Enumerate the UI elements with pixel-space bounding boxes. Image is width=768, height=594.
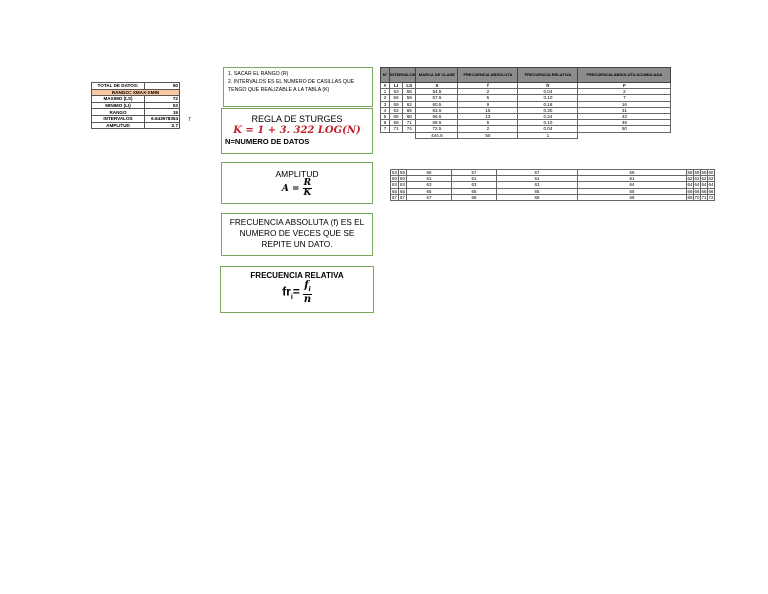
amplitud-denominator: K [303, 188, 312, 198]
freq-rel-numerator [303, 281, 312, 295]
summary-value: 19 [145, 109, 180, 116]
data-cell: 64 [701, 182, 707, 188]
summary-row [92, 96, 180, 103]
data-cell: 69 [578, 194, 687, 200]
table-cell: 0.04 [518, 89, 578, 95]
total-cell [381, 132, 390, 138]
table-cell: 68 [403, 113, 416, 119]
table-cell: 5 [458, 95, 518, 101]
total-cell: 50 [458, 132, 518, 138]
data-cell: 57 [452, 170, 497, 176]
freq-rel-eq: = [292, 284, 300, 299]
data-cell: 64 [694, 182, 700, 188]
subheader-cell: # [381, 83, 390, 89]
totals-row [381, 132, 671, 138]
col-header-freq-abs: FRECUENCIA ABSOLUTA [458, 68, 518, 83]
data-cell: 71 [701, 194, 707, 200]
data-cell: 66 [687, 188, 693, 194]
freq-rel-title: FRECUENCIA RELATIVA [250, 271, 344, 280]
col-header-intervalos: INTERVALOS [390, 68, 416, 83]
total-cell [403, 132, 416, 138]
data-cell: 62 [701, 176, 707, 182]
freq-rel-box [220, 266, 374, 313]
table-cell: 0.04 [518, 126, 578, 132]
amplitud-title: AMPLITUD [275, 169, 319, 179]
data-cell: 65 [392, 188, 397, 194]
data-cell: 63 [407, 182, 452, 188]
data-cell: 65 [452, 188, 497, 194]
freq-abs-text: FRECUENCIA ABSOLUTA (f) ES EL NUMERO DE VECES QUE SE REPITE UN DATO. [229, 217, 365, 249]
data-cell: 67 [392, 194, 397, 200]
table-cell: 0.10 [518, 120, 578, 126]
amplitud-fraction [303, 179, 312, 198]
table-cell: 7 [381, 126, 390, 132]
subheader-cell: LI [390, 83, 403, 89]
data-cell: 72 [708, 194, 714, 200]
table-cell: 4 [381, 107, 390, 113]
frequency-table [380, 67, 671, 139]
data-cell: 67 [400, 194, 405, 200]
data-cell: 62 [694, 176, 700, 182]
data-cell: 61 [452, 176, 497, 182]
table-cell: 65 [403, 107, 416, 113]
table-cell: 71 [390, 126, 403, 132]
amplitud-box [221, 162, 373, 204]
data-cell: 70 [694, 194, 700, 200]
table-cell: 5 [458, 120, 518, 126]
data-cell: 61 [407, 176, 452, 182]
data-cell: 62 [708, 176, 714, 182]
data-cell: 63 [400, 182, 405, 188]
data-cell: 60 [392, 176, 397, 182]
summary-value: 2.7 [145, 122, 180, 129]
summary-label: AMPLITUD [92, 122, 145, 129]
data-cell: 62 [687, 176, 693, 182]
notes-box [223, 67, 373, 107]
data-cell: 58 [578, 170, 687, 176]
data-cell: 68 [452, 194, 497, 200]
table-cell: 57.5 [416, 95, 458, 101]
col-header-marca: MARCA DE CLASE [416, 68, 458, 83]
summary-value: 6.643978354 [145, 115, 180, 122]
data-cell: 67 [407, 194, 452, 200]
freq-rel-lhs: fr [282, 284, 291, 299]
data-cell: 63 [497, 182, 578, 188]
table-cell: 0.18 [518, 101, 578, 107]
freq-rel-formula [221, 281, 373, 304]
summary-row [92, 115, 180, 122]
summary-row [92, 122, 180, 129]
data-cell: 64 [708, 182, 714, 188]
table-cell: 9 [458, 101, 518, 107]
data-cell: 66 [708, 188, 714, 194]
table-cell: 74 [403, 126, 416, 132]
summary-value: 72 [145, 96, 180, 103]
data-cell: 66 [701, 188, 707, 194]
sturges-note: N=NUMERO DE DATOS [225, 137, 310, 146]
freq-rel-sub: i [290, 294, 293, 302]
subheader-cell: fr [518, 83, 578, 89]
data-cell: 65 [400, 188, 405, 194]
freq-abs-box [221, 213, 373, 256]
table-cell: 2 [381, 95, 390, 101]
summary-row [92, 89, 180, 96]
subheader-cell: LS [403, 83, 416, 89]
freq-rel-fraction [303, 281, 312, 304]
table-cell: 65 [390, 113, 403, 119]
data-cell: 55 [400, 170, 405, 176]
table-cell: 15 [458, 107, 518, 113]
summary-value: 50 [145, 83, 180, 90]
summary-value: 53 [145, 102, 180, 109]
summary-label: MAXIMO (LS) [92, 96, 145, 103]
table-cell: 3 [381, 101, 390, 107]
summary-label: RANGO= XMAX-XMIN [92, 89, 180, 96]
table-cell: 56 [390, 95, 403, 101]
table-cell: 62 [403, 101, 416, 107]
data-cell: 57 [497, 170, 578, 176]
table-cell: 0.10 [518, 95, 578, 101]
table-cell: 7 [578, 95, 671, 101]
table-cell: 2 [578, 89, 671, 95]
table-cell: 69.5 [416, 120, 458, 126]
amplitud-lhs: A = [281, 184, 300, 194]
table-cell: 0.24 [518, 113, 578, 119]
table-cell: 59 [390, 101, 403, 107]
table-cell: 2 [458, 126, 518, 132]
col-header-freq-acum: FRECUENCIA ABSOLUTA ACUMULADA [578, 68, 671, 83]
summary-label: TOTAL DE DATOS: [92, 83, 145, 90]
summary-row [92, 102, 180, 109]
amplitud-formula [222, 179, 372, 198]
summary-label: INTERVALOS [92, 115, 145, 122]
table-cell: 5 [381, 113, 390, 119]
data-cell: 65 [497, 188, 578, 194]
freq-rel-num-f: f [304, 280, 309, 291]
col-header-freq-rel: FRECUENCIA RELATIVA [518, 68, 578, 83]
table-cell: 1 [381, 89, 390, 95]
data-row [391, 194, 715, 200]
table-cell: 48 [578, 120, 671, 126]
summary-table [91, 82, 180, 129]
table-cell: 2 [458, 89, 518, 95]
table-cell: 16 [578, 101, 671, 107]
total-cell: 444.5 [416, 132, 458, 138]
data-cell: 65 [578, 188, 687, 194]
summary-row [92, 83, 180, 90]
freq-rel-denominator: n [303, 294, 312, 305]
data-grid [390, 169, 715, 201]
table-cell: 60.5 [416, 101, 458, 107]
sturges-formula: K = 1 + 3. 322 LOG(N) [233, 125, 361, 136]
data-cell: 63 [392, 182, 397, 188]
table-cell: 71 [403, 120, 416, 126]
subheader-cell: X [416, 83, 458, 89]
subheader-cell: f [458, 83, 518, 89]
total-cell [390, 132, 403, 138]
table-cell: 31 [578, 107, 671, 113]
sturges-box [221, 108, 373, 154]
data-cell: 64 [578, 182, 687, 188]
data-cell: 65 [407, 188, 452, 194]
side-note: 7 [188, 117, 191, 123]
table-cell: 43 [578, 113, 671, 119]
data-cell: 60 [708, 170, 714, 176]
data-cell: 60 [400, 176, 405, 182]
table-cell: 72.5 [416, 126, 458, 132]
subheader-cell: F [578, 83, 671, 89]
data-cell: 58 [687, 170, 693, 176]
table-cell: 56 [403, 89, 416, 95]
total-cell: 1 [518, 132, 578, 138]
data-cell: 69 [687, 194, 693, 200]
note-line-2: 2. INTERVALOS ES EL NUMERO DE CASILLAS QUE TENGO QUE REALIZABLE A LA TABLA (K) [228, 79, 355, 93]
summary-label: RANGO [92, 109, 145, 116]
amplitud-numerator: R [303, 178, 312, 188]
table-cell: 0.30 [518, 107, 578, 113]
data-cell: 64 [687, 182, 693, 188]
table-cell: 12 [458, 113, 518, 119]
data-cell: 61 [497, 176, 578, 182]
table-cell: 66.5 [416, 113, 458, 119]
table-cell: 53 [390, 89, 403, 95]
data-cell: 59 [701, 170, 707, 176]
table-cell: 62 [390, 107, 403, 113]
data-cell: 66 [694, 188, 700, 194]
summary-row [92, 109, 180, 116]
frequency-table-header [381, 68, 671, 83]
sturges-title: REGLA DE STURGES [251, 114, 343, 124]
data-cell: 53 [392, 170, 397, 176]
data-cell: 63 [452, 182, 497, 188]
table-cell: 68 [390, 120, 403, 126]
table-cell: 6 [381, 120, 390, 126]
summary-label: MINIMO (LI) [92, 102, 145, 109]
data-cell: 59 [694, 170, 700, 176]
data-cell: 68 [497, 194, 578, 200]
table-cell: 54.5 [416, 89, 458, 95]
table-cell: 59 [403, 95, 416, 101]
data-cell: 61 [578, 176, 687, 182]
data-cell: 56 [407, 170, 452, 176]
table-cell: 63.5 [416, 107, 458, 113]
total-cell [578, 132, 671, 138]
freq-rel-num-sub: i [308, 286, 311, 293]
table-cell: 50 [578, 126, 671, 132]
col-header-n: N° [381, 68, 390, 83]
note-line-1: 1. SACAR EL RANGO (R) [228, 71, 289, 77]
